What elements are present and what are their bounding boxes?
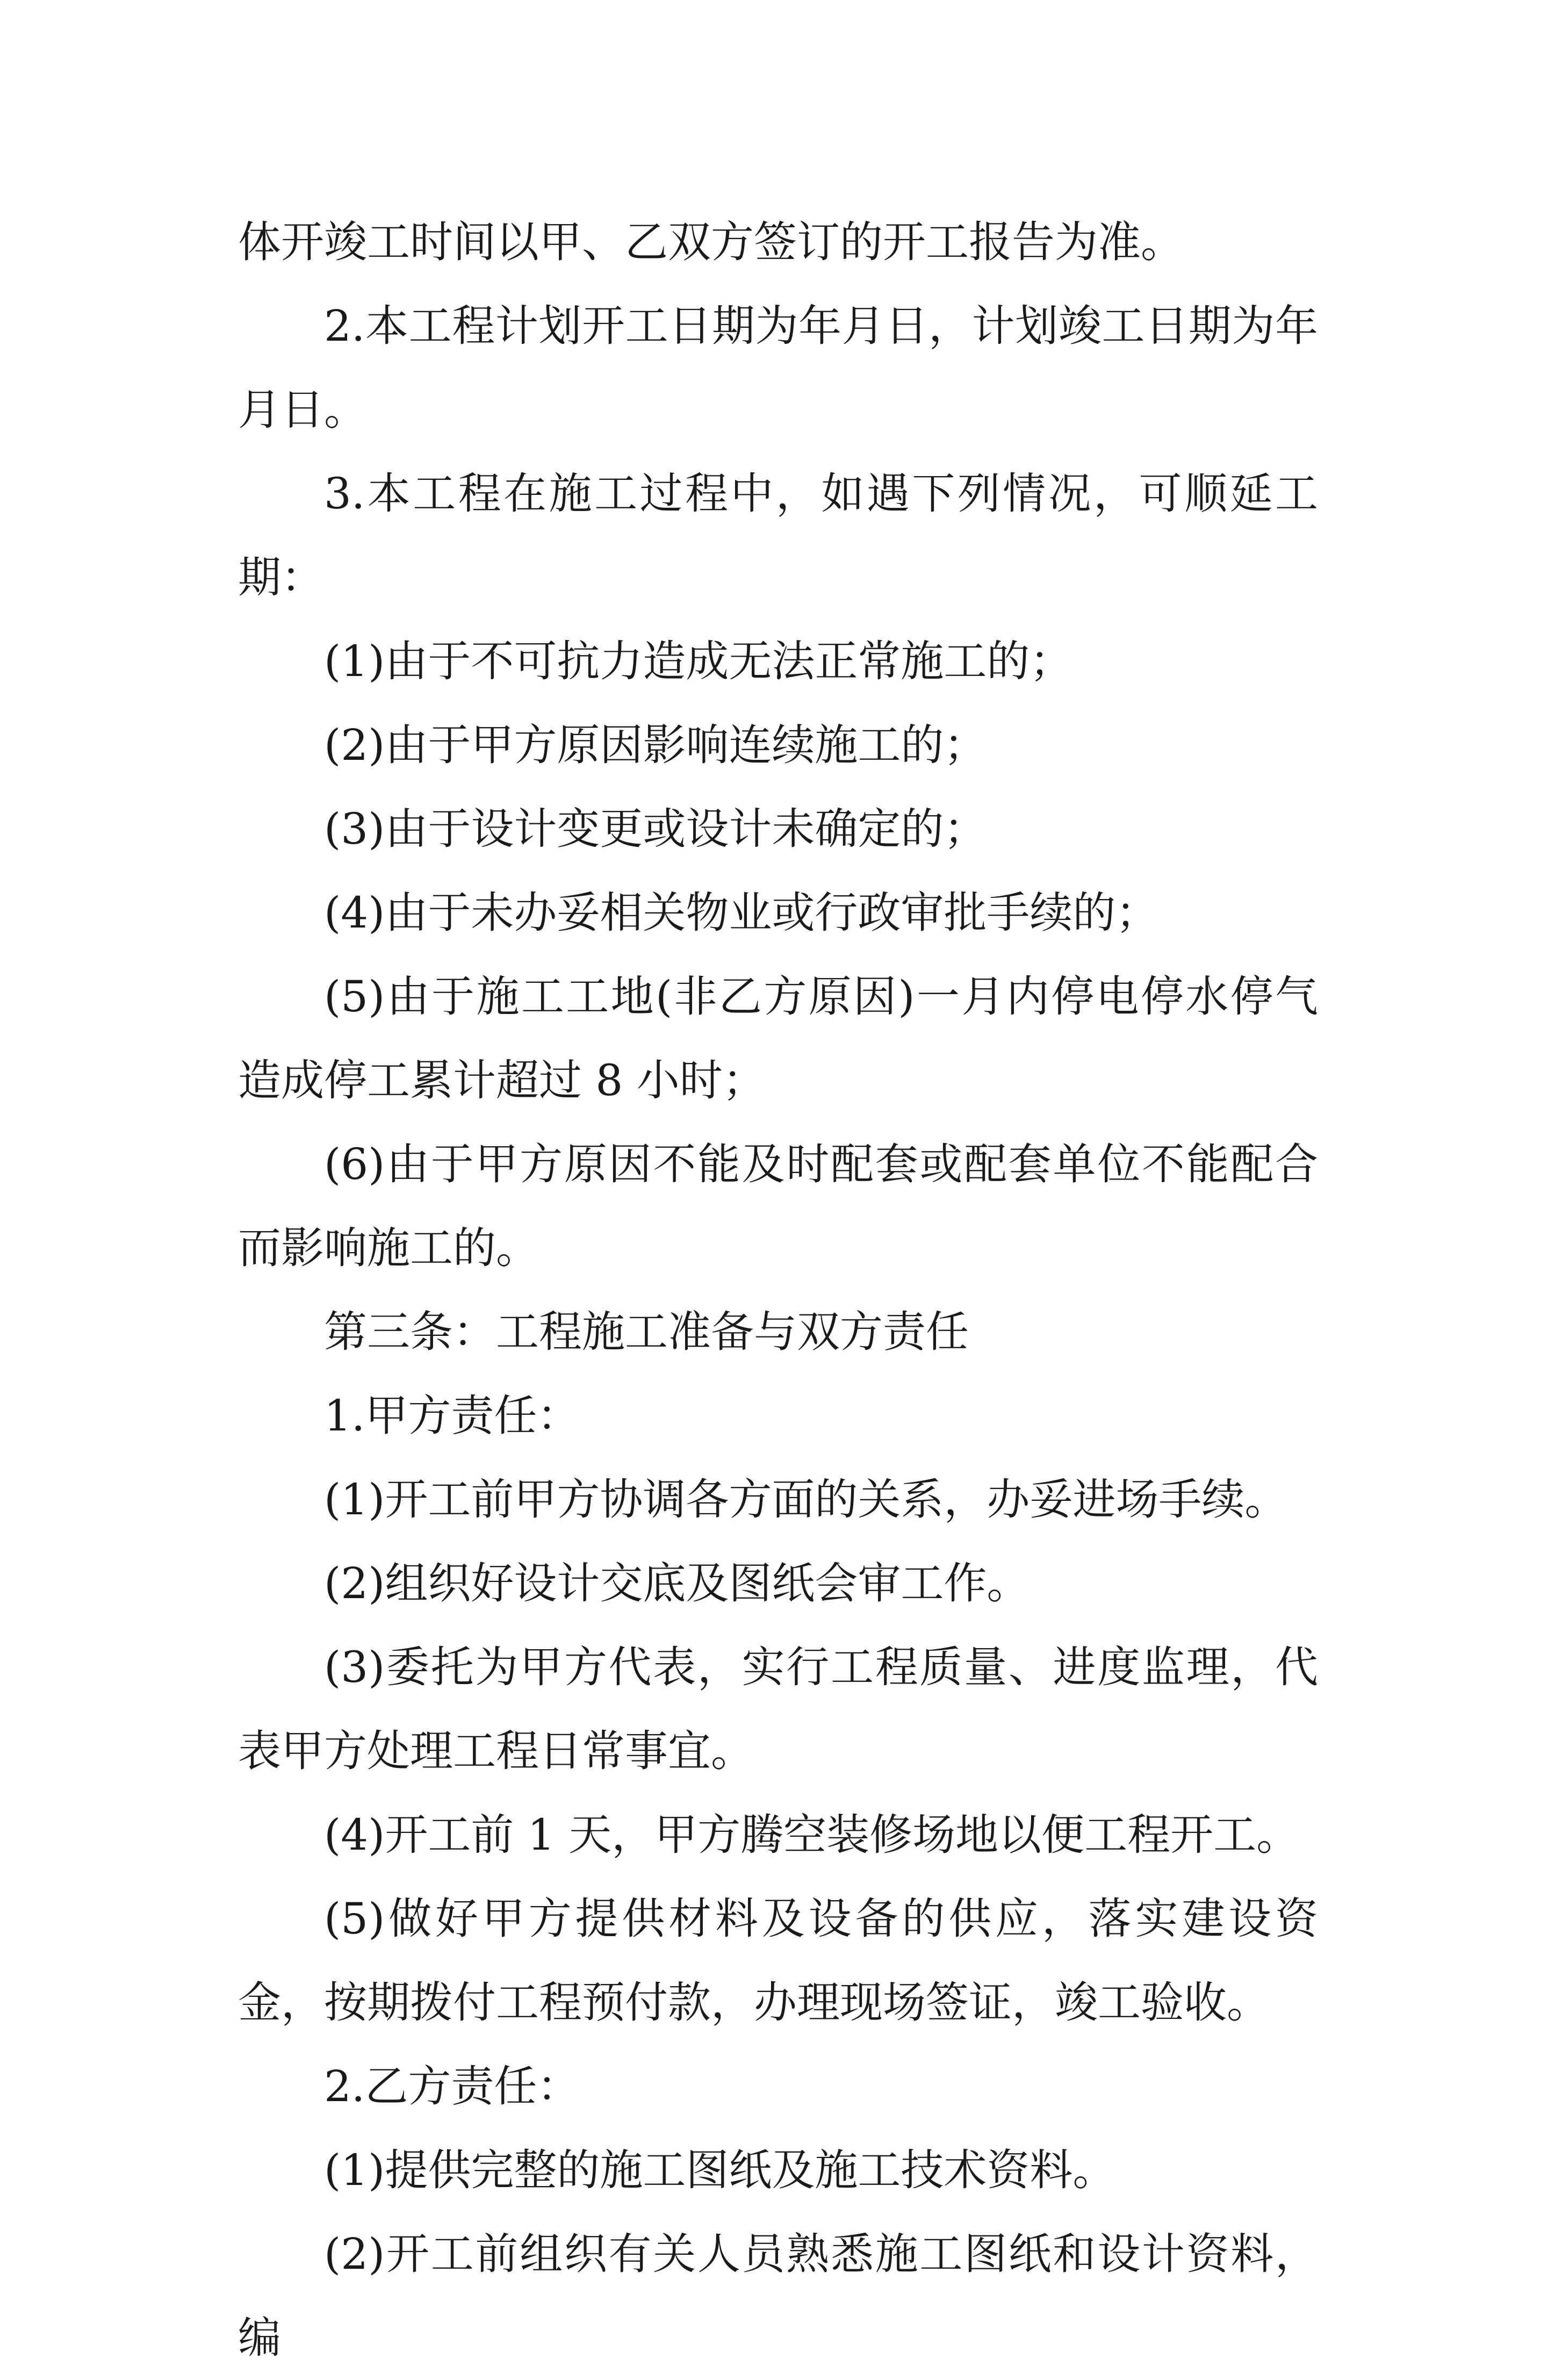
list-item-supporting-units: (6)由于甲方原因不能及时配套或配套单位不能配合而影响施工的。 [238,1139,1318,1273]
list-item-design-review: (2)组织好设计交底及图纸会审工作。 [324,1558,1030,1608]
paragraph-schedule-dates: 2.本工程计划开工日期为年月日，计划竣工日期为年月日。 [238,301,1318,435]
list-item-party-a-reason: (2)由于甲方原因影响连续施工的； [324,720,987,770]
list-item-familiarize-drawings: (2)开工前组织有关人员熟悉施工图纸和设计资料，编 [238,2229,1318,2363]
list-item-approval-procedures: (4)由于未办妥相关物业或行政审批手续的； [324,888,1159,938]
list-item-site-coordination: (1)开工前甲方协调各方面的关系，办妥进场手续。 [324,1475,1288,1525]
paragraph-continuation: 体开竣工时间以甲、乙双方签订的开工报告为准。 [238,217,1184,267]
document-body [238,200,1318,2380]
paragraph-extension-conditions: 3.本工程在施工过程中，如遇下列情况，可顺延工期： [238,469,1318,602]
subheading-party-b-responsibility: 2.乙方责任： [324,2061,580,2111]
list-item-utility-outage: (5)由于施工工地(非乙方原因)一月内停电停水停气造成停工累计超过 8 小时； [238,972,1318,1105]
list-item-site-clearance: (4)开工前 1 天，甲方腾空装修场地以便工程开工。 [324,1810,1300,1860]
section-heading-article-three: 第三条：工程施工准备与双方责任 [324,1307,969,1357]
list-item-design-change: (3)由于设计变更或设计未确定的； [324,804,987,854]
list-item-drawings: (1)提供完整的施工图纸及施工技术资料。 [324,2145,1116,2195]
list-item-force-majeure: (1)由于不可抗力造成无法正常施工的； [324,636,1073,686]
list-item-materials-funding: (5)做好甲方提供材料及设备的供应，落实建设资金，按期拨付工程预付款，办理现场签证，竣工验收。 [238,1894,1318,2027]
subheading-party-a-responsibility: 1.甲方责任： [324,1391,580,1441]
list-item-representative: (3)委托为甲方代表，实行工程质量、进度监理，代表甲方处理工程日常事宜。 [238,1642,1318,1776]
